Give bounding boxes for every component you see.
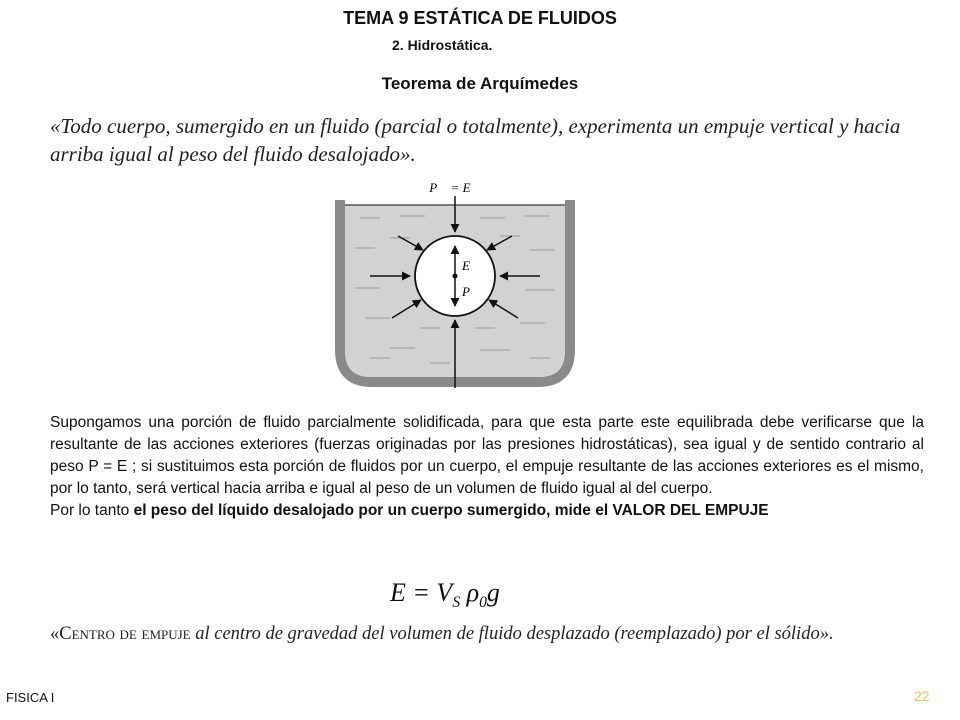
empuje-formula bbox=[390, 578, 500, 612]
conclusion-line bbox=[50, 500, 924, 522]
formula-lhs: E = V bbox=[390, 578, 453, 607]
label-e: E⃗ bbox=[462, 258, 481, 273]
archimedes-quote: «Todo cuerpo, sumergido en un fluido (parcial o totalmente), experimenta un empuje vertical y hacia arriba igual al peso del fluido desalojado». bbox=[50, 114, 901, 166]
centro-term: «Centro de empuje bbox=[50, 624, 191, 644]
label-p: P⃗ bbox=[462, 284, 481, 299]
centro-empuje-definition bbox=[50, 624, 930, 645]
formula-g: g bbox=[486, 578, 500, 607]
conclusion-bold: el peso del líquido desalojado por un cuerpo sumergido, mide el VALOR DEL EMPUJE bbox=[133, 502, 769, 519]
section-subtitle: 2. Hidrostática. bbox=[392, 37, 493, 53]
page-title: TEMA 9 ESTÁTICA DE FLUIDOS bbox=[343, 8, 617, 28]
formula-sub-s: S bbox=[452, 594, 461, 612]
conclusion-prefix: Por lo tanto bbox=[50, 502, 134, 519]
container-diagram-svg bbox=[330, 178, 590, 400]
formula-rho: ρ bbox=[460, 578, 480, 607]
page-number: 22 bbox=[914, 688, 930, 704]
centro-definition: al centro de gravedad del volumen de fluido desplazado (reemplazado) por el sólido». bbox=[190, 624, 834, 644]
archimedes-diagram bbox=[330, 178, 590, 400]
footer-course: FISICA I bbox=[6, 690, 55, 705]
section-heading: Teorema de Arquímedes bbox=[381, 74, 579, 93]
formula-sub-0: 0 bbox=[479, 594, 487, 612]
explanation-text bbox=[50, 412, 924, 522]
label-p-equals-e: P⃗ = E⃗ bbox=[429, 180, 481, 195]
explanation-paragraph: Supongamos una porción de fluido parcialmente solidificada, para que esta parte este equilibrada debe verificarse que la resultante de las acciones exteriores (fuerzas originadas por las presiones hidrostáticas), sea igual y de sentido contrario al peso P = E ; si sustituimos esta porción de fluidos por un cuerpo, el empuje resultante de las acciones exteriores es el mismo, por lo tanto, será vertical hacia arriba e igual al peso de un volumen de fluido igual al del cuerpo. bbox=[50, 414, 924, 497]
